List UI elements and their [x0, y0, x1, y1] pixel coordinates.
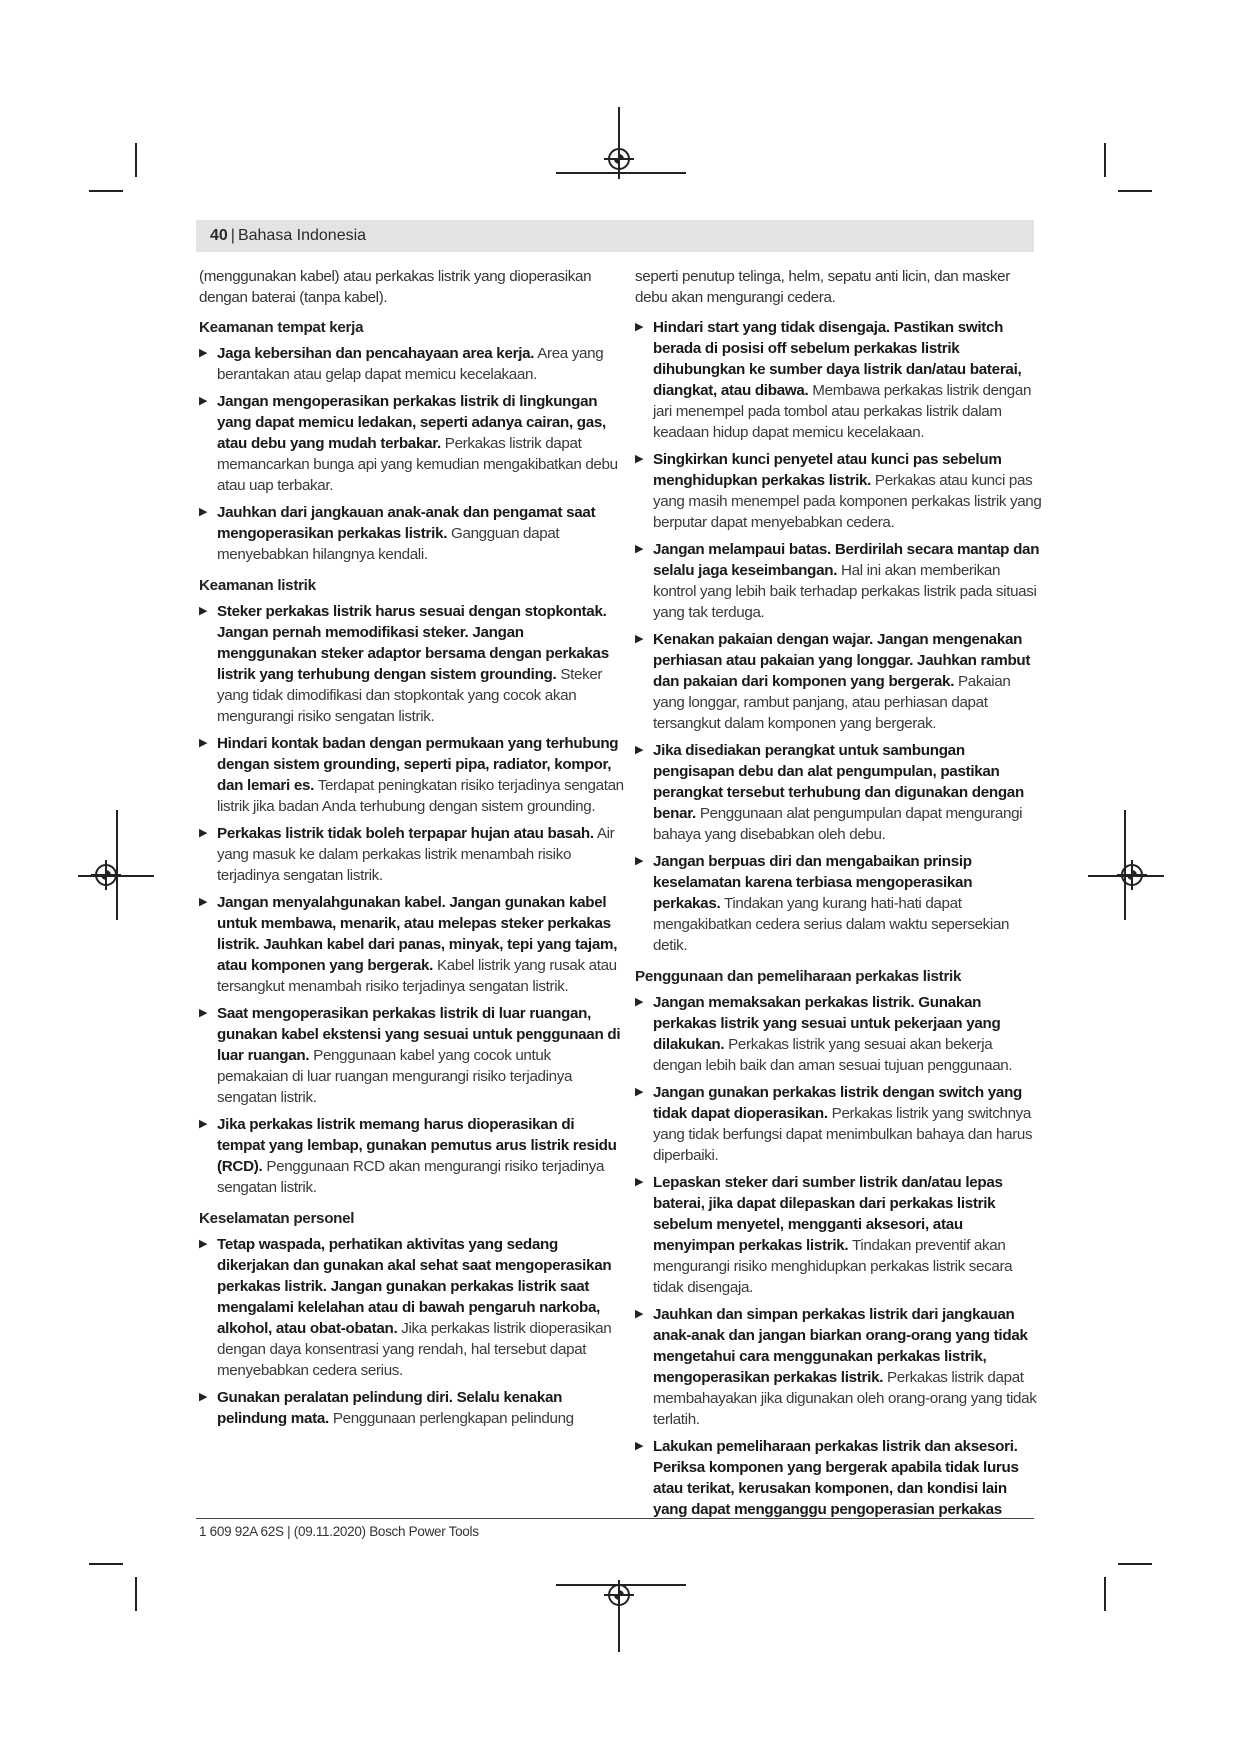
list-item-bold: Singkirkan kunci penyetel atau kunci pas sebelum menghidupkan perkakas listrik.	[653, 451, 1002, 489]
list-item-text: Area yang berantakan atau gelap dapat memicu kecelakaan.	[217, 345, 604, 383]
list-item-text: Penggunaan kabel yang cocok untuk pemakaian di luar ruangan mengurangi risiko terjadinya sengatan listrik.	[217, 1047, 573, 1106]
list-item-bold: Hindari start yang tidak disengaja. Pastikan switch berada di posisi off sebelum perkakas listrik dihubungkan ke sumber daya listrik dan/atau baterai, diangkat, atau dibawa.	[653, 319, 1022, 399]
list-item-text: Gangguan dapat menyebabkan hilangnya kendali.	[217, 525, 560, 563]
list-item	[635, 1304, 1043, 1430]
list-item-bold: Hindari kontak badan dengan permukaan yang terhubung dengan sistem grounding, seperti pipa, radiator, kompor, dan lemari es.	[217, 735, 619, 794]
section-heading: Keamanan listrik	[199, 577, 316, 594]
list-item	[635, 1082, 1043, 1166]
header-language: Bahasa Indonesia	[237, 227, 367, 244]
section-heading: Keamanan tempat kerja	[199, 319, 364, 336]
safety-list	[199, 601, 625, 1198]
list-item-text: Penggunaan perlengkapan pelindung	[328, 1410, 574, 1427]
list-item-bold: Jangan menyalahgunakan kabel. Jangan gunakan kabel untuk membawa, menarik, atau melepas steker perkakas listrik. Jauhkan kabel dari panas, minyak, tepi yang tajam, atau komponen yang bergerak.	[217, 894, 618, 974]
safety-list	[635, 992, 1043, 1520]
list-item	[199, 1003, 625, 1108]
list-item-text: Perkakas listrik yang sesuai akan bekerja dengan lebih baik dan aman sesuai tujuan penggunaan.	[653, 1036, 1013, 1074]
list-item-bold: Jangan memaksakan perkakas listrik. Gunakan perkakas listrik yang sesuai untuk pekerjaan yang dilakukan.	[653, 994, 1001, 1053]
section-heading: Keselamatan personel	[199, 1210, 355, 1227]
page-footer: 1 609 92A 62S | (09.11.2020) Bosch Power Tools	[199, 1524, 479, 1539]
list-item-text: Steker yang tidak dimodifikasi dan stopkontak yang cocok akan mengurangi risiko sengatan listrik.	[217, 666, 603, 725]
list-item-text: Penggunaan RCD akan mengurangi risiko terjadinya sengatan listrik.	[217, 1158, 605, 1196]
list-item	[199, 343, 625, 385]
list-item-bold: Steker perkakas listrik harus sesuai dengan stopkontak. Jangan pernah memodifikasi steker. Jangan menggunakan steker adaptor bersama dengan perkakas listrik yang terhubung dengan sistem grounding.	[217, 603, 609, 683]
list-item-bold: Jika perkakas listrik memang harus dioperasikan di tempat yang lembap, gunakan pemutus arus listrik residu (RCD).	[217, 1116, 617, 1175]
list-item-text: Kabel listrik yang rusak atau tersangkut menambah risiko terjadinya sengatan listrik.	[217, 957, 617, 995]
list-item-text: Hal ini akan memberikan kontrol yang lebih baik terhadap perkakas listrik pada situasi yang tak terduga.	[653, 562, 1037, 621]
list-item	[635, 629, 1043, 734]
list-item	[199, 1114, 625, 1198]
safety-list	[635, 317, 1043, 956]
page-number: 40	[210, 227, 228, 244]
list-item	[199, 502, 625, 565]
list-item	[199, 823, 625, 886]
list-item-text: Perkakas listrik dapat membahayakan jika digunakan oleh orang-orang yang tidak terlatih.	[653, 1369, 1037, 1428]
list-item	[635, 317, 1043, 443]
registration-mark-icon	[608, 148, 630, 170]
list-item	[635, 1172, 1043, 1298]
list-item-bold: Jaga kebersihan dan pencahayaan area kerja.	[217, 345, 535, 362]
list-item	[199, 1387, 625, 1429]
section-heading: Penggunaan dan pemeliharaan perkakas listrik	[635, 968, 962, 985]
list-item	[635, 449, 1043, 533]
list-item-text: Jika perkakas listrik dioperasikan dengan daya konsentrasi yang rendah, hal tersebut dapat menyebabkan cedera serius.	[217, 1320, 612, 1379]
list-item	[635, 1436, 1043, 1520]
list-item-bold: Jika disediakan perangkat untuk sambungan pengisapan debu dan alat pengumpulan, pastikan perangkat tersebut terhubung dan digunakan dengan benar.	[653, 742, 1024, 822]
list-item	[635, 539, 1043, 623]
list-item-bold: Jauhkan dan simpan perkakas listrik dari jangkauan anak-anak dan jangan biarkan orang-orang yang tidak mengetahui cara menggunakan perkakas listrik, mengoperasikan perkakas listrik.	[653, 1306, 1028, 1386]
list-item	[199, 391, 625, 496]
list-item	[199, 892, 625, 997]
registration-mark-icon	[95, 864, 117, 886]
list-item-bold: Tetap waspada, perhatikan aktivitas yang sedang dikerjakan dan gunakan akal sehat saat mengoperasikan perkakas listrik. Jangan gunakan perkakas listrik saat mengalami kelelahan atau di bawah pengaruh narkoba, alkohol, atau obat-obatan.	[217, 1236, 612, 1337]
list-item-bold: Jauhkan dari jangkauan anak-anak dan pengamat saat mengoperasikan perkakas listrik.	[217, 504, 596, 542]
footer-divider	[196, 1518, 1034, 1519]
list-item-text: Air yang masuk ke dalam perkakas listrik menambah risiko terjadinya sengatan listrik.	[217, 825, 615, 884]
list-item-text: Tindakan preventif akan mengurangi risiko menghidupkan perkakas listrik secara tidak disengaja.	[653, 1237, 1013, 1296]
list-item-bold: Lakukan pemeliharaan perkakas listrik dan aksesori. Periksa komponen yang bergerak apabila tidak lurus atau terikat, kerusakan komponen, dan kondisi lain yang dapat mengganggu pengoperasian perkakas	[653, 1438, 1019, 1518]
list-item	[199, 1234, 625, 1381]
list-item-text: Tindakan yang kurang hati-hati dapat mengakibatkan cedera serius dalam waktu sepersekian detik.	[653, 895, 1010, 954]
intro-text: seperti penutup telinga, helm, sepatu anti licin, dan masker debu akan mengurangi cedera.	[635, 268, 1010, 306]
list-item-bold: Jangan melampaui batas. Berdirilah secara mantap dan selalu jaga keseimbangan.	[653, 541, 1040, 579]
list-item-bold: Saat mengoperasikan perkakas listrik di luar ruangan, gunakan kabel ekstensi yang sesuai untuk penggunaan di luar ruangan.	[217, 1005, 621, 1064]
left-column	[199, 266, 625, 1439]
list-item-text: Perkakas atau kunci pas yang masih menempel pada komponen perkakas listrik yang berputar dapat menyebabkan cedera.	[653, 472, 1042, 531]
list-item-text: Pakaian yang longgar, rambut panjang, atau perhiasan dapat tersangkut dalam komponen yang bergerak.	[653, 673, 1011, 732]
list-item-bold: Perkakas listrik tidak boleh terpapar hujan atau basah.	[217, 825, 594, 842]
list-item	[199, 601, 625, 727]
intro-text: (menggunakan kabel) atau perkakas listrik yang dioperasikan dengan baterai (tanpa kabel).	[199, 268, 592, 306]
registration-mark-icon	[608, 1584, 630, 1606]
safety-list	[199, 1234, 625, 1429]
list-item-text: Membawa perkakas listrik dengan jari menempel pada tombol atau perkakas listrik dalam keadaan hidup dapat memicu kecelakaan.	[653, 382, 1032, 441]
list-item	[635, 992, 1043, 1076]
list-item-text: Perkakas listrik dapat memancarkan bunga api yang kemudian mengakibatkan debu atau uap terbakar.	[217, 435, 618, 494]
list-item	[635, 851, 1043, 956]
list-item-text: Perkakas listrik yang switchnya yang tidak berfungsi dapat menimbulkan bahaya dan harus diperbaiki.	[653, 1105, 1033, 1164]
list-item-bold: Gunakan peralatan pelindung diri. Selalu kenakan pelindung mata.	[217, 1389, 563, 1427]
right-column	[635, 266, 1043, 1530]
list-item-text: Terdapat peningkatan risiko terjadinya sengatan listrik jika badan Anda terhubung dengan sistem grounding.	[217, 777, 624, 815]
list-item-bold: Lepaskan steker dari sumber listrik dan/atau lepas baterai, jika dapat dilepaskan dari perkakas listrik sebelum menyetel, mengganti aksesori, atau menyimpan perkakas listrik.	[653, 1174, 1003, 1254]
page-header	[196, 220, 1034, 252]
list-item	[199, 733, 625, 817]
safety-list	[199, 343, 625, 565]
header-separator: |	[230, 227, 235, 244]
list-item	[635, 740, 1043, 845]
list-item-text: Penggunaan alat pengumpulan dapat mengurangi bahaya yang disebabkan oleh debu.	[653, 805, 1023, 843]
list-item-bold: Jangan gunakan perkakas listrik dengan switch yang tidak dapat dioperasikan.	[653, 1084, 1023, 1122]
registration-mark-icon	[1121, 864, 1143, 886]
list-item-bold: Jangan mengoperasikan perkakas listrik di lingkungan yang dapat memicu ledakan, seperti adanya cairan, gas, atau debu yang mudah terbakar.	[217, 393, 606, 452]
list-item-bold: Jangan berpuas diri dan mengabaikan prinsip keselamatan karena terbiasa mengoperasikan perkakas.	[653, 853, 973, 912]
list-item-bold: Kenakan pakaian dengan wajar. Jangan mengenakan perhiasan atau pakaian yang longgar. Jauhkan rambut dan pakaian dari komponen yang bergerak.	[653, 631, 1031, 690]
